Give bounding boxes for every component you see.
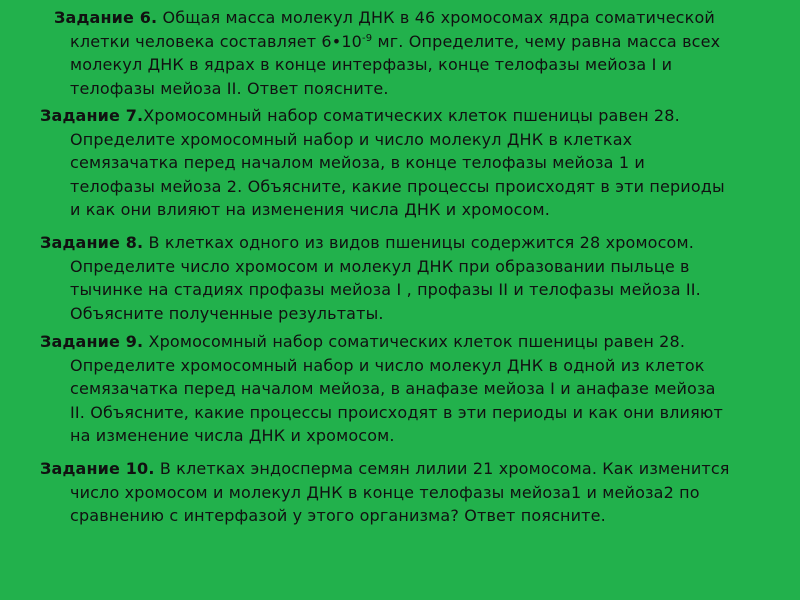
task-6-line-2: клетки человека составляет $6•10^{-9}$ мг. Определите, чему равна масса всех	[70, 31, 721, 51]
task-10-line-2: число хромосом и молекул ДНК в конце телофазы мейоза1 и мейоза2 по	[70, 482, 700, 502]
task-10-line-1: Задание 10. В клетках эндосперма семян лилии 21 хромосома. Как изменится	[40, 459, 730, 478]
task-7-line-1: Задание 7.Хромосомный набор соматических клеток пшеницы равен 28.	[40, 106, 680, 125]
task-10	[40, 457, 780, 528]
task-9-line-3: семязачатка перед началом мейоза, в анафазе мейоза I и анафазе мейоза	[70, 379, 716, 398]
task-6-line-4: телофазы мейоза II. Ответ поясните.	[70, 78, 389, 98]
task-7-line-3: семязачатка перед началом мейоза, в конце телофазы мейоза 1 и	[70, 153, 645, 172]
task-9-label: Задание 9.	[40, 332, 144, 351]
task-9	[40, 330, 780, 448]
task-7	[40, 104, 780, 222]
task-8-line-3: тычинке на стадиях профазы мейоза I , профазы II и телофазы мейоза II.	[70, 280, 701, 299]
task-6-line-1: Задание 6. Общая масса молекул ДНК в 46 хромосомах ядра соматической	[54, 8, 715, 27]
task-9-line-1: Задание 9. Хромосомный набор соматических клеток пшеницы равен 28.	[40, 332, 686, 351]
task-6	[40, 6, 780, 100]
exponent: -9	[362, 32, 373, 44]
task-6-label: Задание 6.	[54, 8, 158, 27]
task-6-line-3: молекул ДНК в ядрах в конце интерфазы, конце телофазы мейоза I и	[70, 55, 673, 74]
task-7-line-5: и как они влияют на изменения числа ДНК и хромосом.	[70, 200, 550, 219]
task-9-line-2: Определите хромосомный набор и число молекул ДНК в одной из клеток	[70, 355, 705, 375]
task-10-label: Задание 10.	[40, 459, 155, 478]
task-8-line-1: Задание 8. В клетках одного из видов пшеницы содержится 28 хромосом.	[40, 233, 694, 252]
task-8-line-2: Определите число хромосом и молекул ДНК при образовании пыльце в	[70, 256, 690, 276]
task-9-line-5: на изменение числа ДНК и хромосом.	[70, 426, 395, 445]
task-7-label: Задание 7.	[40, 106, 144, 125]
task-8-line-4: Объясните полученные результаты.	[70, 303, 384, 323]
task-7-line-4: телофазы мейоза 2. Объясните, какие процессы происходят в эти периоды	[70, 176, 725, 196]
task-10-line-3: сравнению с интерфазой у этого организма? Ответ поясните.	[70, 506, 606, 525]
task-8-label: Задание 8.	[40, 233, 144, 252]
task-9-line-4: II. Объясните, какие процессы происходят в эти периоды и как они влияют	[70, 402, 723, 422]
task-8	[40, 231, 780, 325]
task-7-line-2: Определите хромосомный набор и число молекул ДНК в клетках	[70, 129, 633, 149]
